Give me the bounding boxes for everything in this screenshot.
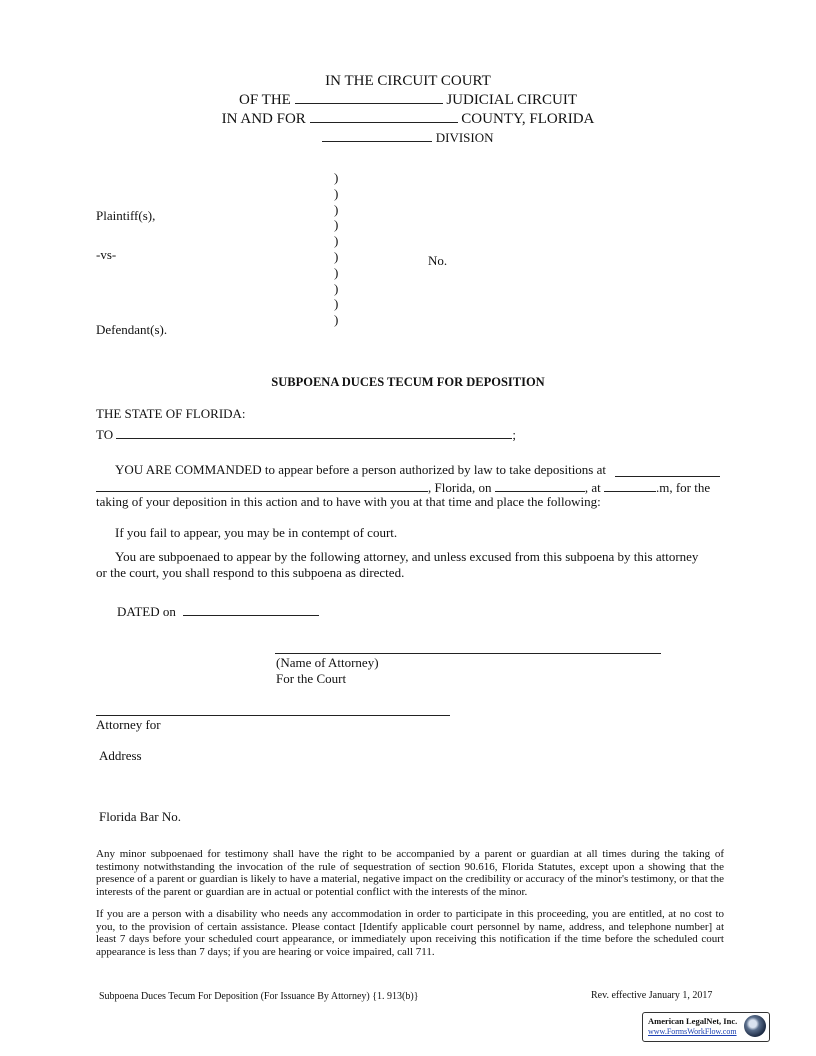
globe-icon: [744, 1015, 766, 1037]
command-line-2: , Florida, on , at .m, for the: [96, 479, 710, 496]
footer-form-title: Subpoena Duces Tecum For Deposition (For Issuance By Attorney) {1. 913(b)}: [99, 991, 419, 1002]
logo-url[interactable]: www.FormsWorkFlow.com: [648, 1027, 737, 1036]
signature-line[interactable]: [275, 653, 661, 654]
location-blank[interactable]: [615, 464, 720, 477]
dated-line: DATED on: [117, 603, 319, 620]
attorney-name-label: (Name of Attorney): [276, 655, 379, 670]
dated-blank[interactable]: [183, 603, 319, 616]
logo-name: American LegalNet, Inc.: [648, 1016, 738, 1026]
attorney-signature-line[interactable]: [96, 715, 450, 716]
subpoenaed-line-1: You are subpoenaed to appear by the following attorney, and unless excused from this subpoena by this attorney: [115, 549, 699, 564]
disability-notice: If you are a person with a disability who needs any accommodation in order to participate in this proceeding, you are entitled, at no cost to you, to the provision of certain assistance. Please contact [Identify applicable court personnel by name, address, and telephone number] at least 7 days before your scheduled court appearance, or immediately upon receiving this notification if the time before the scheduled court appearance is less than 7 days; if you are hearing or voice impaired, call 711.: [96, 908, 724, 958]
circuit-blank[interactable]: [295, 91, 443, 104]
attorney-for-label: Attorney for: [96, 717, 161, 732]
case-number-label: No.: [428, 253, 448, 268]
recipient-blank[interactable]: [116, 426, 512, 439]
american-legalnet-logo[interactable]: [642, 1012, 770, 1042]
county-blank[interactable]: [310, 110, 458, 123]
florida-bar-label: Florida Bar No.: [99, 809, 181, 824]
caption-parentheses: ) ) ) ) ) ) ) ) ) ): [334, 170, 339, 328]
court-title: IN THE CIRCUIT COURT: [325, 73, 491, 89]
address-label: Address: [99, 748, 142, 763]
command-line-3: taking of your deposition in this action and to have with you at that time and place the following:: [96, 494, 601, 509]
defendant-label: Defendant(s).: [96, 322, 168, 337]
vs-label: -vs-: [96, 247, 117, 262]
plaintiff-label: Plaintiff(s),: [96, 208, 156, 223]
to-line: TO ;: [96, 427, 516, 442]
for-the-court-label: For the Court: [276, 671, 347, 686]
state-of-florida: THE STATE OF FLORIDA:: [96, 406, 246, 421]
contempt-warning: If you fail to appear, you may be in contempt of court.: [115, 525, 398, 540]
footer-revision: Rev. effective January 1, 2017: [591, 990, 713, 1001]
address-blank[interactable]: [96, 479, 428, 492]
division-line: DIVISION: [0, 129, 816, 146]
judicial-circuit-line: OF THE JUDICIAL CIRCUIT: [239, 92, 577, 108]
subpoenaed-line-2: or the court, you shall respond to this subpoena as directed.: [96, 565, 405, 580]
date-blank[interactable]: [495, 479, 585, 492]
document-title: SUBPOENA DUCES TECUM FOR DEPOSITION: [271, 375, 545, 389]
county-line: IN AND FOR COUNTY, FLORIDA: [221, 111, 595, 127]
division-blank[interactable]: [322, 129, 432, 142]
minor-notice: Any minor subpoenaed for testimony shall have the right to be accompanied by a parent or guardian at all times during the taking of testimony notwithstanding the invocation of the rule of sequestration of section 90.616, Florida Statutes, except upon a showing that the presence of a parent or guardian is likely to have a material, negative impact on the credibility or accuracy of the minor's testimony, or that the interests of the parent or guardian are in actual or potential conflict with the interests of the minor.: [96, 848, 724, 898]
command-line-1: YOU ARE COMMANDED to appear before a person authorized by law to take depositions at: [115, 462, 606, 477]
time-blank[interactable]: [604, 479, 656, 492]
